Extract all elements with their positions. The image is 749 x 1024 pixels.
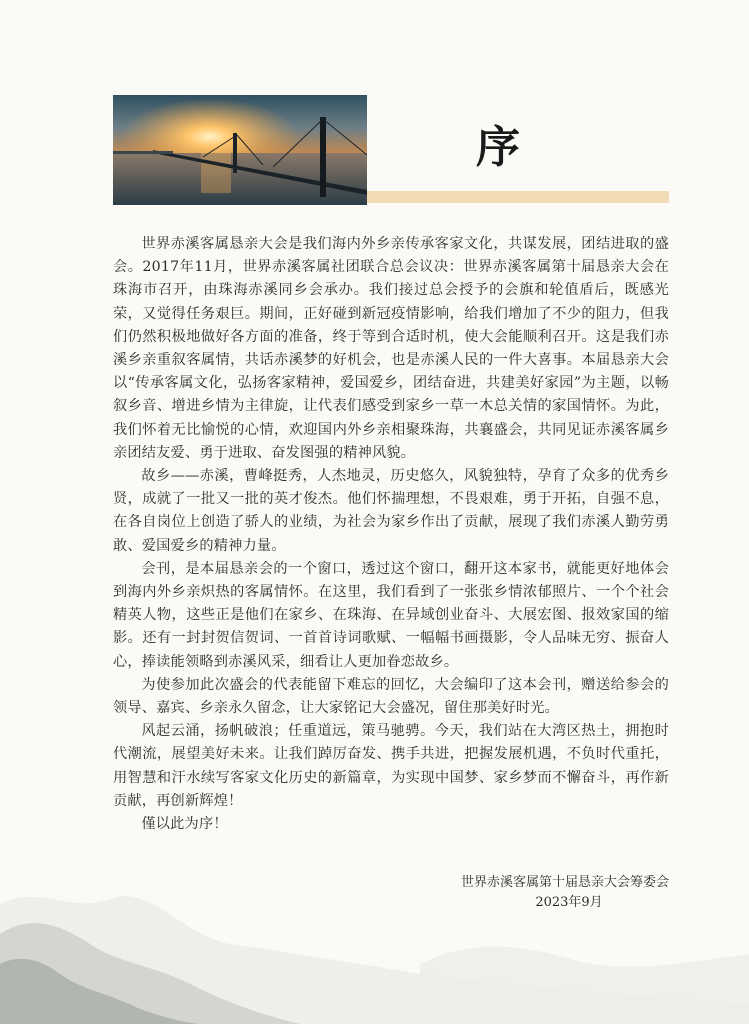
paragraph: 为使参加此次盛会的代表能留下难忘的回忆，大会编印了这本会刊，赠送给参会的领导、嘉宾、乡亲永久留念，让大家铭记大会盛况，留住那美好时光。 [113,676,669,717]
paragraph: 会刊，是本届恳亲会的一个窗口，透过这个窗口，翻开这本家书，就能更好地体会到海内外乡亲炽热的客属情怀。在这里，我们看到了一张张乡情浓郁照片、一个个社会精英人物，这些正是他们在家乡、在珠海、在异域创业奋斗、大展宏图、报效家国的缩影。还有一封封贺信贺词、一首首诗词歌赋、一幅幅书画摄影，令人品味无穷、振奋人心，捧读能领略到赤溪风采，细看让人更加眷恋故乡。 [113,560,669,670]
paragraph: 僅以此为序！ [141,816,228,833]
preface-body [113,233,669,836]
page-title: 序 [476,122,520,173]
paragraph: 世界赤溪客属恳亲大会是我们海内外乡亲传承客家文化，共谋发展，团结进取的盛会。2017年11月，世界赤溪客属社团联合总会议决：世界赤溪客属第十届恳亲大会在珠海市召开，由珠海赤溪同乡会承办。我们接过总会授予的会旗和轮值盾后，既感光荣，又觉得任务艰巨。期间，正好碰到新冠疫情影响，给我们增加了不少的阻力，但我们仍然积极地做好各方面的准备，终于等到合适时机，使大会能顺利召开。这是我们赤溪乡亲重叙客属情，共话赤溪梦的好机会，也是赤溪人民的一件大喜事。本届恳亲大会以“传承客属文化，弘扬客家精神，爱国爱乡，团结奋进，共建美好家园”为主题，以畅叙乡音、增进乡情为主律旋，让代表们感受到家乡一草一木总关情的家国情怀。为此，我们怀着无比愉悦的心情，欢迎国内外乡亲相聚珠海，共襄盛会，共同见证赤溪客属乡亲团结友爱、勇于进取、奋发图强的精神风貌。 [113,236,669,461]
paragraph: 故乡——赤溪，曹峰挺秀，人杰地灵，历史悠久，风貌独特，孕育了众多的优秀乡贤，成就了一批又一批的英才俊杰。他们怀揣理想，不畏艰难，勇于开拓，自强不息，在各自岗位上创造了骄人的业绩，为社会为家乡作出了贡献，展现了我们赤溪人勤劳勇敢、爱国爱乡的精神力量。 [113,468,669,554]
paragraph: 风起云涌，扬帆破浪；任重道远，策马驰骋。今天，我们站在大湾区热土，拥抱时代潮流，展望美好未来。让我们踔厉奋发、携手共进，把握发展机遇，不负时代重托，用智慧和汗水续写客家文化历史的新篇章，为实现中国梦、家乡梦而不懈奋斗，再作新贡献，再创新辉煌！ [113,723,669,809]
signature-date: 2023年9月 [535,895,603,910]
signature-organization: 世界赤溪客属第十届恳亲大会筹委会 [460,875,669,890]
title-accent-bar [367,191,669,203]
ink-mountain-landscape [0,844,749,1024]
bridge-sunset-photo [113,95,367,205]
bridge-sunset-illustration [113,95,367,205]
